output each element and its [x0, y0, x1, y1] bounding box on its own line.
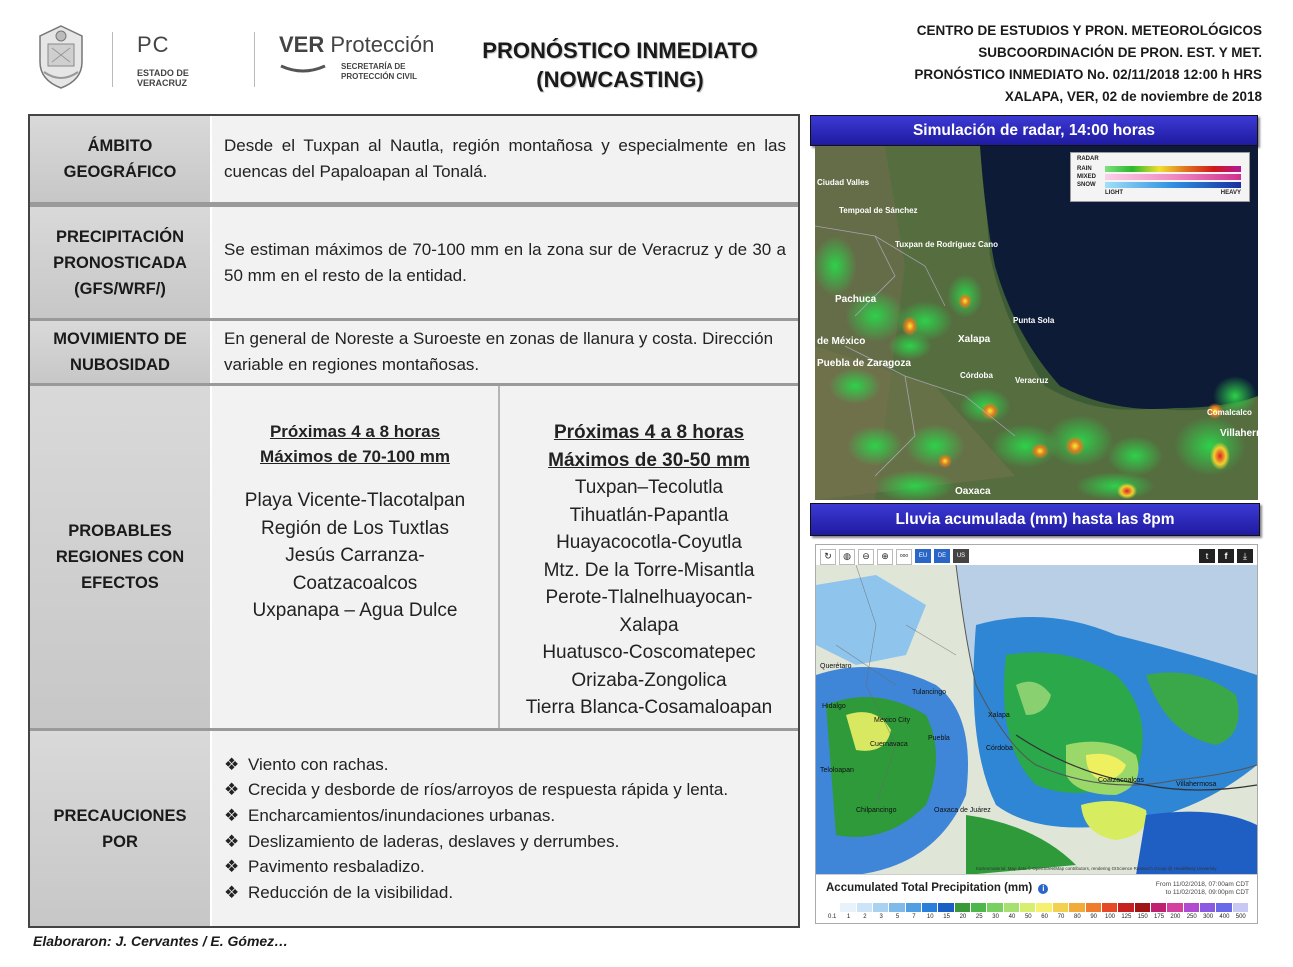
radar-legend-light: LIGHT — [1105, 190, 1123, 196]
proteccion-word: Protección — [330, 32, 435, 57]
scale-swatch — [1086, 903, 1102, 912]
scale-swatch — [938, 903, 954, 912]
tab-de[interactable]: DE — [934, 549, 950, 563]
region-item: Huatusco-Coscomatepec — [542, 642, 756, 663]
header-info-line: XALAPA, VER, 02 de noviembre de 2018 — [1004, 89, 1262, 104]
scale-label: 5 — [895, 914, 900, 920]
scale-label: 500 — [1235, 914, 1246, 920]
scale-label: 70 — [1057, 914, 1065, 920]
scale-swatch — [1004, 903, 1020, 912]
scale-label: 150 — [1137, 914, 1148, 920]
tab-us[interactable]: US — [953, 549, 969, 563]
map-label: Querétaro — [820, 663, 852, 670]
scale-swatch — [906, 903, 922, 912]
map-label: Puebla — [928, 735, 950, 742]
rain-banner: Lluvia acumulada (mm) hasta las 8pm — [810, 503, 1260, 536]
map-label: Córdoba — [960, 371, 993, 380]
scale-swatch — [1151, 903, 1167, 912]
map-label: Xalapa — [988, 712, 1010, 719]
zoom-out-icon[interactable]: ⊖ — [858, 549, 874, 565]
scale-swatch — [971, 903, 987, 912]
scale-swatch — [1053, 903, 1069, 912]
radar-legend-row: SNOW — [1077, 182, 1096, 188]
list-item: ❖ Deslizamiento de laderas, deslaves y derrumbes. — [224, 829, 728, 855]
scale-label: 80 — [1073, 914, 1081, 920]
ambito-label — [30, 116, 210, 202]
list-item: ❖ Viento con rachas. — [224, 752, 728, 778]
scale-label: 25 — [975, 914, 983, 920]
diamond-bullet-icon: ❖ — [224, 754, 240, 774]
region-item: Mtz. De la Torre-Misantla — [543, 559, 755, 581]
col-heading: Próximas 4 a 8 horas — [553, 422, 745, 443]
label-line: POR — [102, 832, 138, 851]
precipitacion-value: Se estiman máximos de 70-100 mm en la zona sur de Veracruz y de 30 a 50 mm en el resto de la entidad. — [224, 239, 786, 285]
scale-swatch — [922, 903, 938, 912]
regiones-col-70-100 — [212, 386, 498, 728]
regiones-label — [30, 386, 210, 728]
region-item: Huayacocotla-Coyutla — [556, 532, 742, 553]
precipitation-legend — [816, 874, 1257, 923]
scale-label: 15 — [943, 914, 950, 920]
scale-swatch — [1069, 903, 1085, 912]
mixed-scale-bar — [1105, 174, 1241, 180]
col-heading: Máximos de 70-100 mm — [260, 447, 450, 466]
scale-label: 50 — [1024, 914, 1032, 920]
scale-swatch — [840, 903, 856, 912]
region-item: Perote-Tlalnelhuayocan- — [545, 587, 753, 608]
range-line: to 11/02/2018, 09:00pm CDT — [1165, 889, 1249, 896]
map-label: Tulancingo — [912, 689, 946, 696]
precipitacion-label — [30, 207, 210, 318]
scale-swatch — [889, 903, 905, 912]
regiones-col-30-50 — [500, 386, 798, 728]
scale-swatch — [1036, 903, 1052, 912]
precauciones-body — [212, 731, 798, 926]
header-info-line: PRONÓSTICO INMEDIATO No. 02/11/2018 12:00 h HRS — [914, 67, 1262, 82]
diamond-bullet-icon: ❖ — [224, 831, 240, 851]
label-line: ÁMBITO — [87, 137, 153, 155]
precauciones-list — [224, 752, 728, 906]
header-info-line: CENTRO DE ESTUDIOS Y PRON. METEOROLÓGICOS — [916, 23, 1262, 38]
map-label: de México — [817, 336, 866, 347]
radar-legend — [1070, 152, 1250, 202]
scale-label: 300 — [1203, 914, 1214, 920]
list-item: ❖ Crecida y desborde de ríos/arroyos de respuesta rápida y lenta. — [224, 777, 728, 803]
diamond-bullet-icon: ❖ — [224, 857, 240, 877]
radar-legend-title: RADAR — [1077, 156, 1099, 162]
scale-label: 400 — [1219, 914, 1230, 920]
map-label: Mexico City — [874, 717, 911, 724]
scale-swatches — [824, 903, 1249, 912]
scale-label: 90 — [1090, 914, 1098, 920]
list-item: ❖ Reducción de la visibilidad. — [224, 880, 728, 906]
map-label: Tuxpan de Rodríguez Cano — [895, 240, 998, 249]
scale-swatch — [873, 903, 889, 912]
scale-swatch — [955, 903, 971, 912]
ver-word: VER — [279, 32, 325, 57]
radar-legend-row: MIXED — [1077, 174, 1097, 180]
region-item: Jesús Carranza- — [285, 545, 425, 566]
col-heading: Próximas 4 a 8 horas — [269, 422, 441, 441]
scale-label: 200 — [1170, 914, 1181, 920]
info-icon[interactable]: i — [1038, 884, 1048, 894]
map-label: Teloloapan — [820, 767, 854, 774]
map-label: Villaherm — [1220, 428, 1265, 439]
scale-label: 10 — [926, 914, 934, 920]
forecast-table — [28, 114, 800, 928]
page-title — [450, 36, 790, 94]
list-item: ❖ Pavimento resbaladizo. — [224, 854, 728, 880]
movimiento-text — [212, 321, 798, 383]
map-label: Córdoba — [986, 745, 1013, 752]
map-label: Cuernavaca — [870, 741, 908, 748]
ambito-text — [212, 116, 798, 202]
scale-swatch — [987, 903, 1003, 912]
scale-label: 7 — [912, 914, 916, 920]
map-label: Punta Sola — [1013, 316, 1055, 325]
region-item: Coatzacoalcos — [292, 572, 418, 594]
scale-swatch — [1020, 903, 1036, 912]
scale-swatch — [1118, 903, 1134, 912]
scale-label: 2 — [863, 914, 867, 920]
precauciones-label — [30, 731, 210, 926]
title-line2: (NOWCASTING) — [536, 67, 704, 92]
scale-swatch — [1167, 903, 1183, 912]
download-icon[interactable]: ⤓ — [1237, 549, 1253, 563]
authors-footer: Elaboraron: J. Cervantes / E. Gómez… — [33, 933, 289, 949]
diamond-bullet-icon: ❖ — [224, 805, 240, 825]
scale-swatch — [1233, 903, 1249, 912]
precipitacion-text — [212, 207, 798, 318]
map-label: Puebla de Zaragoza — [817, 358, 911, 369]
map-label: Chilpancingo — [856, 807, 897, 814]
scale-label: 60 — [1041, 914, 1048, 920]
twitter-icon[interactable]: t — [1199, 549, 1215, 563]
zoom-in-icon[interactable]: ⊕ — [877, 549, 893, 565]
scale-label: 1 — [846, 914, 851, 920]
scale-label: 250 — [1186, 914, 1197, 920]
rain-map-panel — [815, 544, 1258, 924]
scale-label: 0.1 — [828, 914, 837, 920]
region-item: Tuxpan–Tecolutla — [574, 477, 724, 498]
list-item: ❖ Encharcamientos/inundaciones urbanas. — [224, 803, 728, 829]
refresh-icon[interactable]: ↻ — [820, 549, 836, 565]
scale-label: 20 — [959, 914, 967, 920]
map-label: Hidalgo — [822, 703, 846, 710]
map-label: Ciudad Valles — [817, 178, 870, 187]
radar-map — [815, 146, 1265, 500]
label-line: MOVIMIENTO DE — [53, 330, 187, 348]
map-label: Pachuca — [835, 294, 877, 305]
ver-proteccion-logo — [254, 32, 454, 87]
label-line: PROBABLES — [68, 522, 172, 540]
radar-legend-row: RAIN — [1077, 166, 1092, 172]
map-label: Oaxaca — [955, 486, 991, 497]
movimiento-value: En general de Noreste a Suroeste en zonas de llanura y costa. Dirección variable en regiones montañosas. — [224, 329, 774, 374]
range-line: From 11/02/2018, 07:00am CDT — [1155, 881, 1249, 888]
region-item: Tierra Blanca-Cosamaloapan — [525, 697, 773, 718]
ambito-value: Desde el Tuxpan al Nautla, región montañosa y especialmente en las cuencas del Papaloapan al Tonalá. — [224, 136, 786, 181]
pc-mark: PC — [137, 32, 170, 57]
label-line: REGIONES CON — [55, 548, 185, 566]
label-line: PRECAUCIONES — [53, 806, 187, 825]
scale-label: 40 — [1008, 914, 1016, 920]
facebook-icon[interactable]: f — [1218, 549, 1234, 563]
swoosh-icon — [279, 64, 327, 74]
map-label: Veracruz — [1015, 376, 1049, 385]
header-info — [914, 20, 1262, 108]
globe-icon[interactable]: ◍ — [839, 549, 855, 565]
map-label: Xalapa — [958, 334, 991, 345]
scale-label: 125 — [1121, 914, 1132, 920]
veracruz-seal-logo — [30, 22, 92, 92]
scale-swatch — [1102, 903, 1118, 912]
radar-banner: Simulación de radar, 14:00 horas — [810, 115, 1258, 146]
legend-title: Accumulated Total Precipitation (mm) i — [826, 882, 1048, 894]
map-label: Oaxaca de Juárez — [934, 807, 991, 814]
label-line: EFECTOS — [81, 574, 159, 592]
map-label: Comalcalco — [1207, 408, 1252, 417]
header-info-line: SUBCOORDINACIÓN DE PRON. EST. Y MET. — [978, 45, 1262, 60]
label-line: PRONOSTICADA — [53, 253, 187, 272]
tab-eu[interactable]: EU — [915, 549, 931, 563]
label-line: PRECIPITACIÓN — [55, 227, 185, 246]
rain-scale-bar — [1105, 166, 1241, 172]
ver-sub-line2: PROTECCIÓN CIVIL — [341, 72, 418, 81]
movimiento-label — [30, 321, 210, 383]
region-item: Orizaba-Zongolica — [571, 669, 727, 691]
scale-label: 175 — [1154, 914, 1165, 920]
scale-swatch — [1200, 903, 1216, 912]
scale-swatch — [1216, 903, 1232, 912]
label-line: NUBOSIDAD — [70, 356, 170, 374]
scale-swatch — [857, 903, 873, 912]
region-item: Xalapa — [619, 614, 679, 636]
snow-scale-bar — [1105, 182, 1241, 188]
scale-label: 3 — [879, 914, 883, 920]
title-line1: PRONÓSTICO INMEDIATO — [482, 38, 758, 63]
pc-logo — [112, 32, 237, 87]
ver-sub-line1: SECRETARÍA DE — [341, 62, 406, 71]
scale-swatch — [1135, 903, 1151, 912]
regiones-body — [212, 386, 798, 728]
region-item: Playa Vicente-Tlacotalpan — [244, 490, 466, 511]
scale-labels — [824, 914, 1249, 923]
col-heading: Máximos de 30-50 mm — [548, 449, 750, 471]
map-label: Villahermosa — [1176, 781, 1217, 788]
diamond-bullet-icon: ❖ — [224, 882, 240, 902]
region-item: Uxpanapa – Agua Dulce — [252, 600, 458, 621]
diamond-bullet-icon: ❖ — [224, 780, 240, 800]
map-label: Tempoal de Sánchez — [839, 206, 918, 215]
scale-swatch — [1184, 903, 1200, 912]
scale-label: 30 — [992, 914, 999, 920]
map-attribution: Kartenmaterial: Map data © OpenStreetMap contributors, rendering GIScience Research Group @ Heidelberg University — [976, 866, 1217, 871]
label-line: (GFS/WRF/) — [74, 279, 166, 298]
time-icon[interactable]: ooo — [896, 549, 912, 565]
radar-legend-heavy: HEAVY — [1220, 190, 1241, 196]
map-label: Coatzacoalcos — [1098, 777, 1144, 784]
label-line: GEOGRÁFICO — [63, 163, 177, 181]
scale-swatch — [824, 903, 840, 912]
region-item: Tihuatlán-Papantla — [569, 504, 729, 526]
scale-label: 100 — [1105, 914, 1116, 920]
region-item: Región de Los Tuxtlas — [260, 517, 449, 539]
pc-subtitle: ESTADO DE VERACRUZ — [137, 68, 189, 88]
